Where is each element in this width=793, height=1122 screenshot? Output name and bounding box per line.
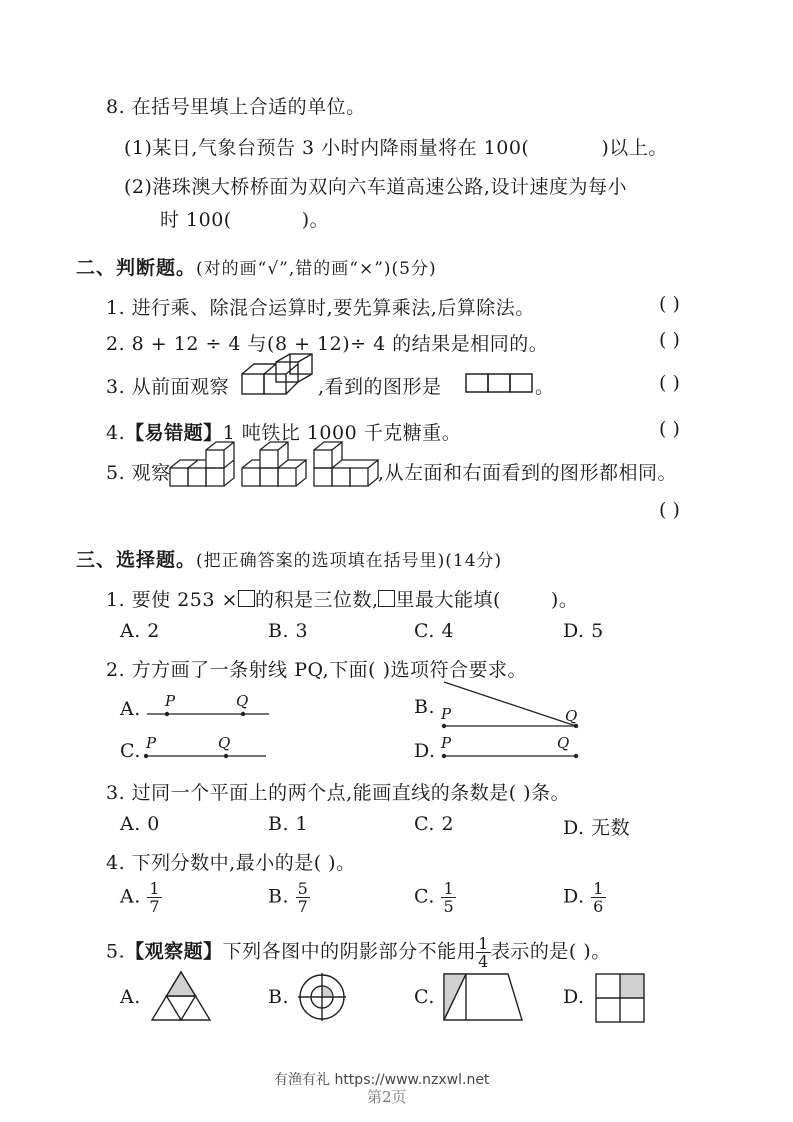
option-c[interactable]: C. [414, 986, 435, 1008]
point-q-label: Q [218, 734, 231, 752]
q8-part1 [124, 133, 668, 160]
option-c[interactable]: C. 4 [414, 620, 455, 642]
point-q-label: Q [565, 707, 578, 725]
triangle-figure [150, 970, 212, 1022]
parallelogram-figure [442, 972, 524, 1024]
option-a[interactable]: A. 2 [120, 620, 160, 642]
choice-q5-text-a: 下列各图中的阴影部分不能用 [222, 940, 477, 963]
front-view-figure-q3 [465, 373, 533, 393]
option-label: C. [414, 885, 435, 908]
answer-paren[interactable]: ( ) [659, 293, 680, 315]
option-d[interactable]: D. 5 [563, 620, 604, 642]
choice-q2: 2. 方方画了一条射线 PQ,下面( )选项符合要求。 [106, 659, 528, 681]
q8-part1-text-a: (1)某日,气象台预告 3 小时内降雨量将在 100( [124, 137, 530, 159]
point-p-label: P [441, 705, 452, 723]
answer-paren[interactable]: ( ) [659, 329, 680, 351]
tag-error-prone: 【易错题】 [125, 422, 223, 444]
option-label: A. [120, 885, 141, 908]
choice-q1-text-d: )。 [550, 589, 579, 611]
q8-part2-text-a: 时 100( [160, 209, 232, 231]
answer-paren[interactable]: ( ) [659, 499, 680, 521]
option-a[interactable]: A. [120, 986, 141, 1008]
choice-q5 [106, 935, 611, 970]
circle-figure [293, 972, 351, 1022]
section-judge-title [76, 253, 437, 280]
judge-q2: 2. 8 + 12 ÷ 4 与(8 + 12)÷ 4 的结果是相同的。 [106, 333, 549, 355]
square-grid-figure [594, 972, 646, 1024]
fraction-numerator: 1 [149, 879, 160, 898]
point-p-label: P [441, 734, 452, 752]
judge-q5-text-a: 5. 观察 [106, 462, 171, 484]
option-d[interactable]: D. 无数 [563, 817, 631, 839]
judge-q3-text-a: 3. 从前面观察 [106, 376, 230, 398]
watermark: 有渔有礼 https://www.nzxwl.net [274, 1072, 490, 1088]
option-b[interactable]: B. [268, 986, 290, 1008]
option-a[interactable]: A. 0 [120, 813, 160, 835]
option-b[interactable]: B. 3 [268, 620, 309, 642]
point-q-label: Q [236, 692, 249, 710]
option-a[interactable]: A. [120, 698, 141, 720]
cube-stack-figure-q3 [240, 352, 316, 396]
blank-box [238, 590, 255, 607]
option-c[interactable] [414, 880, 456, 915]
fraction-numerator: 5 [297, 879, 309, 898]
blank-box [378, 590, 395, 607]
fraction [591, 880, 606, 915]
judge-q4-num: 4. [106, 422, 126, 444]
option-d[interactable]: D. [563, 986, 585, 1008]
answer-paren[interactable]: ( ) [659, 372, 680, 394]
option-label: B. [268, 885, 290, 908]
option-c[interactable]: C. [120, 740, 141, 762]
section-judge-note: (对的画“√”,错的画“×”)(5分) [196, 259, 437, 279]
choice-q1-text-b: 的积是三位数, [254, 589, 379, 611]
choice-q5-num: 5. [106, 940, 126, 963]
q8-part2: (2)港珠澳大桥桥面为双向六车道高速公路,设计速度为每小 [124, 176, 627, 198]
section-choice-note: (把正确答案的选项填在括号里)(14分) [196, 551, 503, 571]
option-a[interactable] [120, 880, 162, 915]
judge-q3-text-c: 。 [535, 376, 555, 398]
page-number: 第2页 [367, 1088, 407, 1106]
choice-q1-text-c: 里最大能填( [395, 589, 501, 611]
section-choice-title [76, 545, 502, 572]
choice-q1-text-a: 1. 要使 253 × [106, 589, 238, 611]
fraction-denominator: 7 [149, 897, 160, 916]
fraction [441, 880, 456, 915]
choice-q4: 4. 下列分数中,最小的是( )。 [106, 852, 356, 874]
fraction [476, 935, 491, 970]
choice-q1 [106, 585, 578, 612]
choice-q5-text-b: 表示的是( )。 [490, 940, 611, 963]
option-label: D. [563, 885, 585, 908]
point-q-label: Q [557, 734, 570, 752]
fraction-numerator: 1 [443, 879, 455, 898]
option-c[interactable]: C. 2 [414, 813, 455, 835]
fraction [296, 880, 311, 915]
option-b[interactable]: B. [414, 696, 436, 718]
cube-figures-q5 [168, 440, 378, 490]
option-d[interactable] [563, 880, 606, 915]
q8-part2-cont [160, 205, 329, 232]
fraction-numerator: 1 [478, 934, 489, 953]
fraction-denominator: 4 [478, 952, 489, 971]
q8-part2-text-b: )。 [301, 209, 330, 231]
option-d[interactable]: D. [414, 740, 436, 762]
q8-part1-text-b: )以上。 [601, 137, 668, 159]
judge-q4-text: 1 吨铁比 1000 千克糖重。 [222, 422, 462, 444]
judge-q3-text-b: ,看到的图形是 [318, 376, 442, 398]
judge-q1: 1. 进行乘、除混合运算时,要先算乘法,后算除法。 [106, 297, 535, 319]
line-figure-b [438, 680, 584, 730]
section-choice-heading: 三、选择题。 [76, 549, 197, 571]
section-judge-heading: 二、判断题。 [76, 257, 197, 279]
fraction [147, 880, 162, 915]
point-p-label: P [165, 692, 176, 710]
fraction-numerator: 1 [593, 879, 604, 898]
answer-paren[interactable]: ( ) [659, 418, 680, 440]
line-figure-c [142, 738, 270, 762]
tag-observation: 【观察题】 [125, 940, 223, 963]
point-p-label: P [146, 734, 157, 752]
fraction-denominator: 6 [593, 897, 604, 916]
choice-q3: 3. 过同一个平面上的两个点,能画直线的条数是( )条。 [106, 782, 571, 804]
option-b[interactable]: B. 1 [268, 813, 309, 835]
q8-title: 8. 在括号里填上合适的单位。 [106, 96, 366, 118]
fraction-denominator: 7 [297, 897, 309, 916]
option-b[interactable] [268, 880, 310, 915]
fraction-denominator: 5 [443, 897, 455, 916]
judge-q5-text-b: ,从左面和右面看到的图形都相同。 [378, 462, 678, 484]
